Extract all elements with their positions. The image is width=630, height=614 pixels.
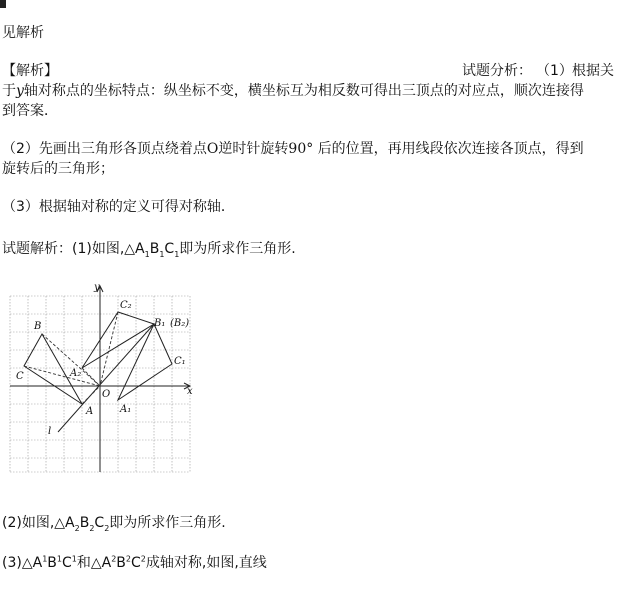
y-axis-label: y [94, 282, 100, 293]
point-1-text-a: 根据关 [572, 63, 614, 79]
point-3-number: （3） [2, 199, 39, 215]
point-2-number: （2） [2, 141, 39, 157]
label-a1: A₁ [120, 404, 132, 415]
x-axis-label: x [187, 386, 193, 397]
triangle-a1b1c1 [118, 324, 172, 400]
coordinate-figure [6, 282, 192, 476]
solution-line-3: $(3)\triangle A^1B^1C^1$和$\triangle A^2B^2C^2$成轴对称,如图,直线 [2, 554, 267, 571]
label-b1: B₁ [154, 318, 166, 329]
origin-label: O [102, 389, 111, 400]
analysis-intro: 试题分析： [462, 63, 532, 79]
label-b2: (B₂) [170, 318, 190, 329]
label-c2: C₂ [120, 300, 132, 311]
corner-mark [0, 0, 6, 8]
label-a2: A₂ [70, 368, 82, 379]
point-2-line-b: 旋转后的三角形； [2, 161, 114, 177]
analysis-tag: 【解析】 [2, 63, 58, 79]
point-2-line-a: （2）先画出三角形各顶点绕着点O逆时针旋转90° 后的位置，再用线段依次连接各顶点，得到 [2, 141, 584, 157]
answer-reference: 见解析 [2, 25, 44, 41]
label-a: A [86, 406, 94, 417]
solution-line-1: 试题解析：(1)如图$,\triangle A_1B_1C_1$即为所求作三角形. [2, 241, 296, 259]
point-1-number: （1） [536, 63, 573, 79]
label-c1: C₁ [174, 356, 186, 367]
label-c: C [16, 371, 24, 382]
point-1-text-c: 到答案． [2, 103, 58, 119]
label-l: l [48, 426, 52, 437]
point-1-text-b: 于y轴对称点的坐标特点：纵坐标不变，横坐标互为相反数可得出三顶点的对应点，顺次连接得 [2, 83, 584, 99]
solution-line-2: (2)如图$,\triangle A_2B_2C_2$即为所求作三角形. [2, 515, 226, 533]
label-b: B [34, 321, 42, 332]
point-3-line: （3）根据轴对称的定义可得对称轴． [2, 199, 235, 215]
